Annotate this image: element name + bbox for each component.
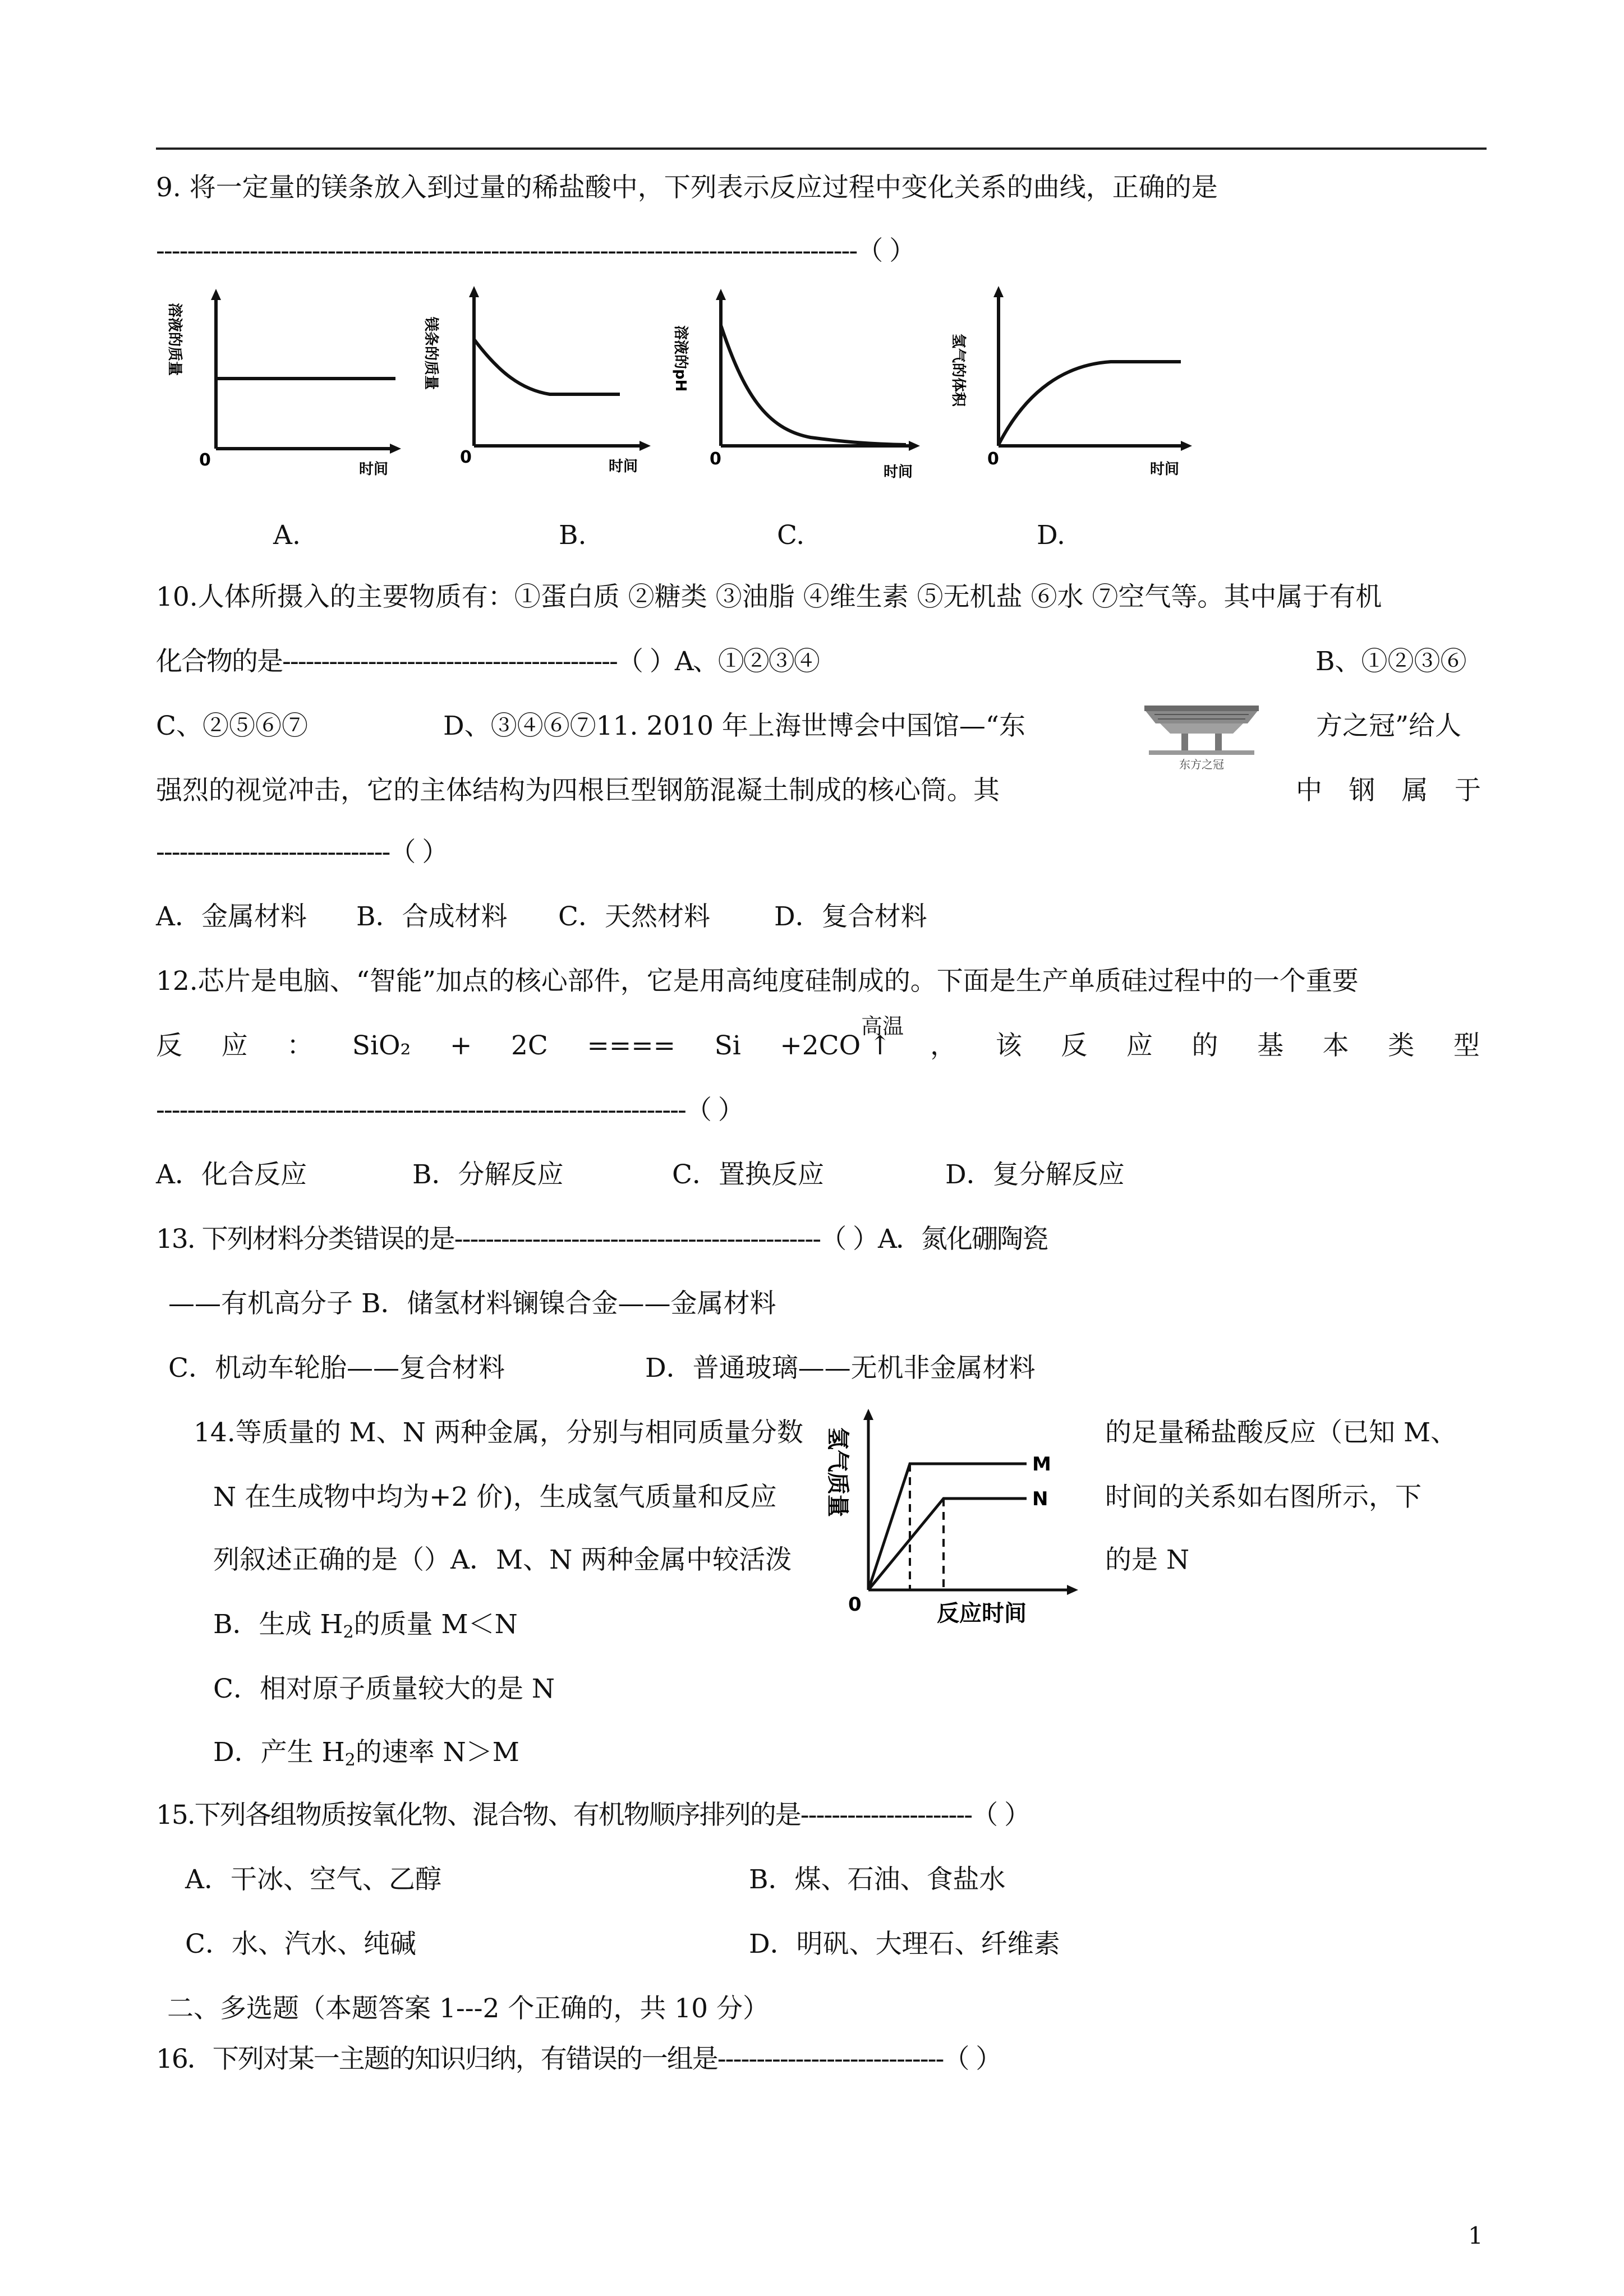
q14-line3: 列叙述正确的是（）A．M、N 两种金属中较活泼 xyxy=(213,1545,792,1575)
q11-option-c: C．天然材料 xyxy=(558,901,710,932)
q12-option-a: A．化合反应 xyxy=(156,1159,307,1190)
q11-answer-blank: ------------------------------（ ） xyxy=(156,837,448,868)
q14-series-m-label: M xyxy=(1032,1453,1051,1476)
q15-option-c: C．水、汽水、纯碱 xyxy=(185,1929,416,1960)
q11-line1: 强烈的视觉冲击，它的主体结构为四根巨型钢筋混凝土制成的核心筒。其 xyxy=(156,775,1000,806)
china-pavilion-image xyxy=(1138,690,1266,774)
q11-line1-end: 方之冠”给人 xyxy=(1316,711,1462,741)
q9-graph-b-xlabel: 时间 xyxy=(609,458,638,475)
q9-graph-a-ylabel: 溶液的质量 xyxy=(166,303,183,376)
q9-graph-c-origin: 0 xyxy=(710,449,721,469)
q14-graph xyxy=(819,1402,1088,1643)
q14-line1-right: 的足量稀盐酸反应（已知 M、 xyxy=(1105,1417,1457,1448)
q13-option-c: C．机动车轮胎——复合材料 xyxy=(168,1353,505,1384)
q9-option-c: C. xyxy=(777,520,805,551)
q9-option-a: A. xyxy=(273,520,301,551)
q14-line3-right: 的是 N xyxy=(1105,1545,1190,1575)
q12-option-d: D．复分解反应 xyxy=(945,1159,1125,1190)
q14-option-d: D．产生 $H_2$的速率 N＞M xyxy=(213,1737,519,1770)
q12-stem: 12.芯片是电脑、“智能”加点的核心部件，它是用高纯度硅制成的。下面是生产单质硅过程中的一个重要 xyxy=(156,966,1359,997)
q13-stem: 13. 下列材料分类错误的是-----------------------------------------------（ ）A．氮化硼陶瓷 xyxy=(156,1224,1047,1255)
q14-option-b: B．生成 $H_2$的质量 M＜N xyxy=(213,1609,518,1642)
q9-graph-b xyxy=(404,283,656,480)
q9-graph-b-origin: 0 xyxy=(460,448,472,467)
q10-option-d-q11-start: D、③④⑥⑦11. 2010 年上海世博会中国馆—“东 xyxy=(443,711,1025,741)
q9-graph-d-origin: 0 xyxy=(987,449,999,469)
q15-option-d: D．明矾、大理石、纤维素 xyxy=(749,1929,1060,1960)
q13-line2: ——有机高分子 B．储氢材料镧镍合金——金属材料 xyxy=(168,1288,776,1319)
q14-line2: N 在生成物中均为+2 价)，生成氢气质量和反应 xyxy=(213,1482,777,1513)
q12-option-c: C．置换反应 xyxy=(672,1159,824,1190)
q9-graph-c-ylabel: 溶液的pH xyxy=(672,325,689,392)
q11-option-b: B．合成材料 xyxy=(356,901,508,932)
q15-option-b: B．煤、石油、食盐水 xyxy=(749,1864,1006,1895)
q14-origin: 0 xyxy=(848,1593,862,1616)
q9-stem: 9. 将一定量的镁条放入到过量的稀盐酸中，下列表示反应过程中变化关系的曲线，正确的是 xyxy=(156,172,1218,203)
q9-graph-c xyxy=(665,286,928,482)
q12-equation-line: 反 应 ： SiO₂ + 2C ==== Si +2CO ↑ ， 该 反 应 的 基 本 类 型 xyxy=(156,1030,1480,1061)
q10-option-c: C、②⑤⑥⑦ xyxy=(156,711,308,741)
q9-graph-d xyxy=(931,283,1212,480)
q9-graph-c-xlabel: 时间 xyxy=(884,464,913,481)
q14-xlabel: 反应时间 xyxy=(937,1601,1027,1626)
q14-line2-right: 时间的关系如右图所示，下 xyxy=(1105,1482,1421,1513)
q9-graph-a-origin: 0 xyxy=(199,450,211,470)
q11-line1-tail: 中 钢 属 于 xyxy=(1296,775,1481,806)
q9-graph-a-xlabel: 时间 xyxy=(359,461,389,478)
q9-option-b: B. xyxy=(559,520,587,551)
q9-graph-d-ylabel: 氢气的体积 xyxy=(950,334,967,407)
q11-option-a: A．金属材料 xyxy=(156,901,307,932)
q9-graph-a xyxy=(160,286,407,482)
q12-condition: 高温 xyxy=(861,1014,904,1039)
q14-ylabel: 氢气质量 xyxy=(825,1427,850,1517)
section-2-heading: 二、多选题（本题答案 1---2 个正确的，共 10 分） xyxy=(167,1993,770,2024)
q16-stem: 16．下列对某一主题的知识归纳，有错误的一组是-----------------------------（ ） xyxy=(156,2044,1001,2074)
q9-graph-d-xlabel: 时间 xyxy=(1150,461,1180,478)
q10-line2: 化合物的是-------------------------------------------（ ）A、①②③④ xyxy=(156,646,819,677)
q14-series-n-label: N xyxy=(1032,1488,1048,1510)
image-caption: 东方之冠 xyxy=(1179,758,1224,771)
q9-answer-blank: ------------------------------------------------------------------------------------------（ ） xyxy=(156,236,915,266)
q12-option-b: B．分解反应 xyxy=(412,1159,564,1190)
q10-option-b: B、①②③⑥ xyxy=(1315,646,1467,677)
q12-answer-blank: --------------------------------------------------------------------（ ） xyxy=(156,1095,743,1126)
q13-option-d: D．普通玻璃——无机非金属材料 xyxy=(645,1353,1036,1384)
page-number: 1 xyxy=(1468,2222,1483,2249)
q14-line1: 14.等质量的 M、N 两种金属，分别与相同质量分数 xyxy=(194,1417,803,1448)
q15-stem: 15.下列各组物质按氧化物、混合物、有机物顺序排列的是----------------------（ ） xyxy=(156,1800,1030,1831)
q9-option-d: D. xyxy=(1037,520,1065,551)
q15-option-a: A．干冰、空气、乙醇 xyxy=(185,1864,441,1895)
q11-option-d: D．复合材料 xyxy=(774,901,927,932)
header-rule xyxy=(156,147,1487,150)
q9-graph-b-ylabel: 镁条的质量 xyxy=(422,317,439,390)
q14-option-c: C．相对原子质量较大的是 N xyxy=(213,1673,555,1704)
q10-stem: 10.人体所摄入的主要物质有：①蛋白质 ②糖类 ③油脂 ④维生素 ⑤无机盐 ⑥水 ⑦空气等。其中属于有机 xyxy=(156,582,1382,612)
